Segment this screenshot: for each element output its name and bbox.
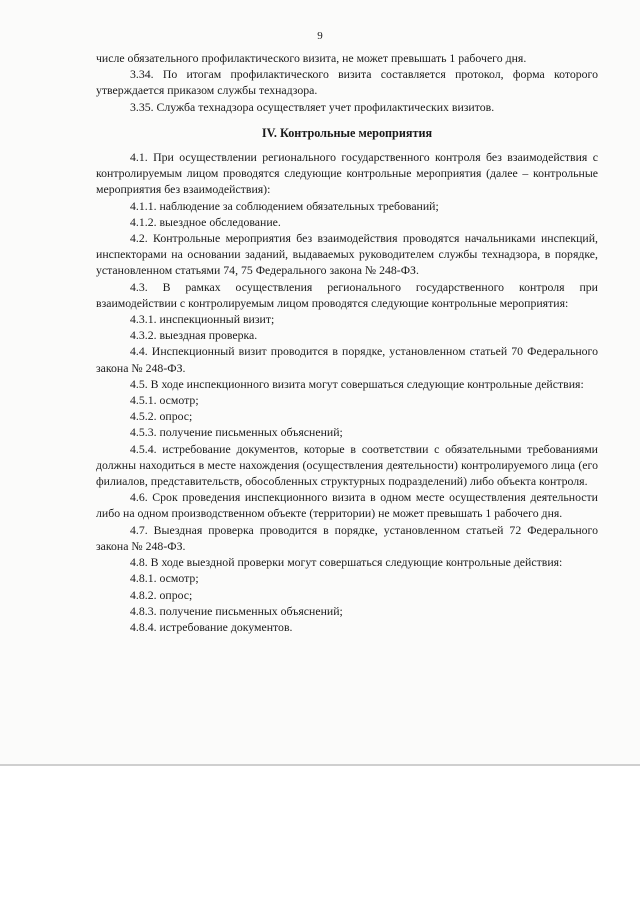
paragraph-4-7: 4.7. Выездная проверка проводится в порядке, установленном статьей 72 Федерального закона № 248-ФЗ. bbox=[96, 522, 598, 553]
paragraph-4-5: 4.5. В ходе инспекционного визита могут совершаться следующие контрольные действия: bbox=[130, 376, 584, 391]
paragraph-4-1: 4.1. При осуществлении регионального государственного контроля без взаимодействия с контролируемым лицом проводятся следующие контрольные мероприятия (далее – контрольные мероприятия без взаимодействия): bbox=[96, 150, 598, 197]
paragraph-4-5-4: 4.5.4. истребование документов, которые в соответствии с обязательными требованиями должны находиться в месте нахождения (осуществления деятельности) контролируемого лица (его филиалов, представительств, обособленных структурных подразделений) либо объекта контроля. bbox=[96, 441, 598, 489]
paragraph-4-4: 4.4. Инспекционный визит проводится в порядке, установленном статьей 70 Федерального закона № 248-ФЗ. bbox=[96, 344, 598, 375]
paragraph-4-8-3: 4.8.3. получение письменных объяснений; bbox=[130, 603, 343, 618]
paragraph-3-34: 3.34. По итогам профилактического визита составляется протокол, форма которого утверждается приказом службы технадзора. bbox=[96, 67, 598, 98]
document-body bbox=[96, 50, 598, 635]
paragraph-4-6: 4.6. Срок проведения инспекционного визита в одном месте осуществления деятельности либо на одном производственном объекте (территории) не может превышать 1 рабочего дня. bbox=[96, 490, 598, 521]
paragraph-4-5-1: 4.5.1. осмотр; bbox=[130, 393, 199, 408]
page-number: 9 bbox=[317, 30, 323, 42]
paragraph-4-3-2: 4.3.2. выездная проверка. bbox=[130, 328, 258, 343]
paragraph-4-5-3: 4.5.3. получение письменных объяснений; bbox=[130, 425, 343, 440]
paragraph-4-3-1: 4.3.1. инспекционный визит; bbox=[130, 312, 275, 327]
paragraph-4-1-1: 4.1.1. наблюдение за соблюдением обязательных требований; bbox=[130, 198, 439, 213]
paragraph-4-8-1: 4.8.1. осмотр; bbox=[130, 571, 199, 586]
paragraph-4-8-4: 4.8.4. истребование документов. bbox=[130, 619, 293, 634]
paragraph-continuation: числе обязательного профилактического визита, не может превышать 1 рабочего дня. bbox=[96, 51, 527, 65]
paragraph-4-1-2: 4.1.2. выездное обследование. bbox=[130, 214, 281, 229]
section-heading: IV. Контрольные мероприятия bbox=[261, 125, 433, 140]
paragraph-4-8: 4.8. В ходе выездной проверки могут совершаться следующие контрольные действия: bbox=[130, 555, 563, 570]
paragraph-4-5-2: 4.5.2. опрос; bbox=[130, 409, 193, 424]
paragraph-4-3: 4.3. В рамках осуществления регионального государственного контроля при взаимодействии с контролируемым лицом проводятся следующие контрольные мероприятия: bbox=[96, 279, 598, 310]
paragraph-4-2: 4.2. Контрольные мероприятия без взаимодействия проводятся начальниками инспекций, инспекторами на основании заданий, выдаваемых руководителем службы технадзора, в порядке, установленном статьями 74, 75 Федерального закона № 248-ФЗ. bbox=[96, 231, 598, 278]
paragraph-3-35: 3.35. Служба технадзора осуществляет учет профилактических визитов. bbox=[130, 99, 495, 114]
paragraph-4-8-2: 4.8.2. опрос; bbox=[130, 587, 193, 602]
